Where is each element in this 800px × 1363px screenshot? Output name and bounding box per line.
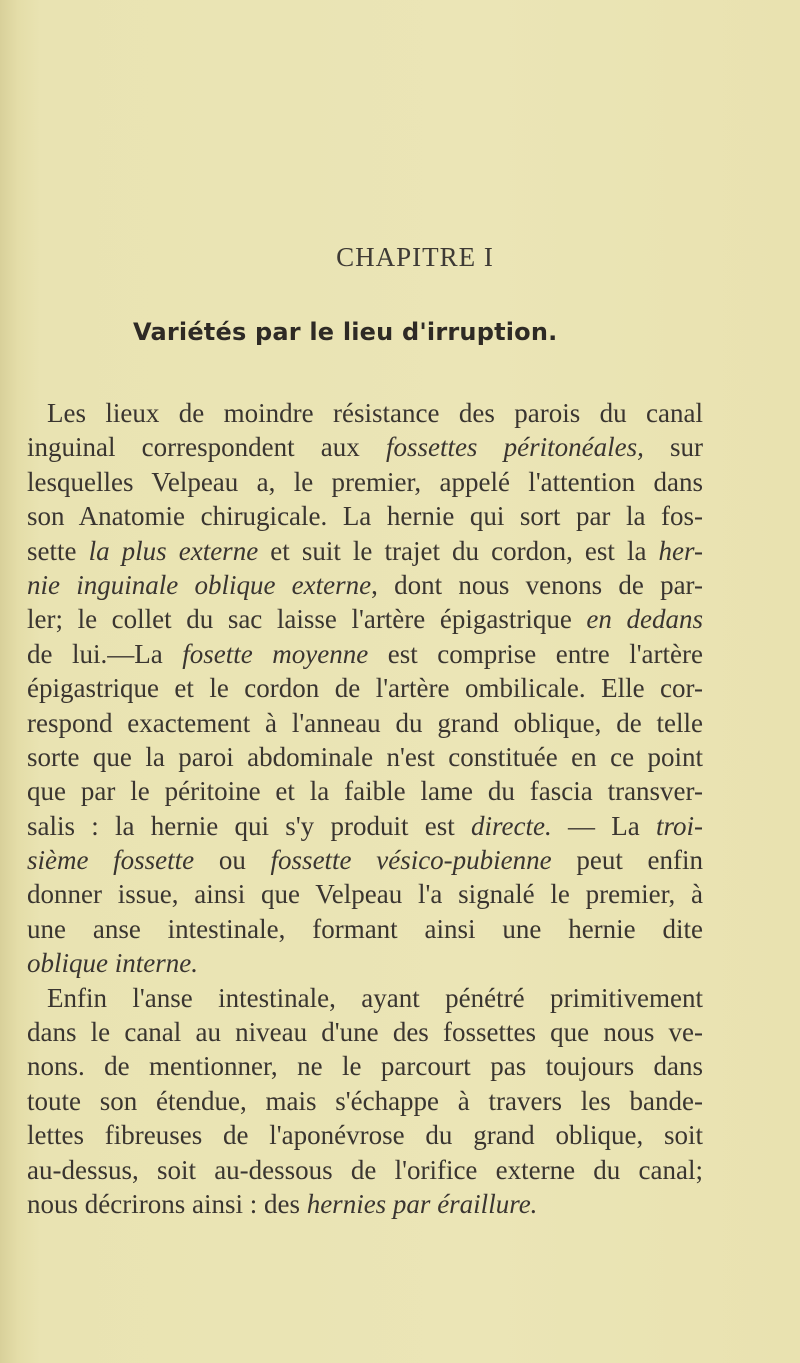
text-line	[27, 981, 703, 1015]
text-line	[27, 774, 703, 808]
text-segment: au-dessus, soit au-dessous de l'orifice externe du canal;	[27, 1154, 703, 1185]
text-segment: inguinal correspondent aux	[27, 432, 386, 463]
text-segment: que par le péritoine et la faible lame du fascia transver-	[27, 776, 703, 807]
text-line	[27, 465, 703, 499]
text-line	[27, 843, 703, 877]
italic-text: fossettes péritonéales,	[385, 432, 644, 463]
text-segment: son Anatomie chirugicale. La hernie qui sort par la fos-	[27, 501, 703, 532]
text-segment: sur	[643, 432, 703, 463]
text-segment: sette	[27, 535, 89, 566]
text-line	[27, 534, 703, 568]
italic-text: en dedans	[586, 604, 703, 635]
italic-text: directe.	[470, 810, 552, 841]
text-line	[27, 809, 703, 843]
text-segment: dans le canal au niveau d'une des fossettes que nous ve-	[27, 1017, 703, 1048]
text-line	[27, 499, 703, 533]
text-segment: lesquelles Velpeau a, le premier, appelé l'attention dans	[27, 466, 703, 497]
text-line	[27, 1084, 703, 1118]
text-segment: lettes fibreuses de l'aponévrose du grand oblique, soit	[27, 1120, 703, 1151]
text-line	[27, 568, 703, 602]
italic-text: her-	[658, 535, 703, 566]
text-segment: — La	[551, 810, 656, 841]
text-line	[27, 396, 703, 430]
italic-text: nie inguinale oblique externe	[27, 569, 372, 600]
text-line	[27, 637, 703, 671]
body-text	[27, 396, 703, 1221]
text-line	[27, 912, 703, 946]
text-segment: une anse intestinale, formant ainsi une hernie dite	[27, 913, 703, 944]
italic-text: oblique interne.	[27, 948, 198, 979]
text-line	[27, 740, 703, 774]
section-title: Variétés par le lieu d'irruption.	[133, 318, 558, 346]
italic-text: troi-	[656, 810, 703, 841]
text-line	[27, 602, 703, 636]
italic-text: fossette vésico-pubienne	[270, 845, 552, 876]
text-segment: Enfin l'anse intestinale, ayant pénétré primitivement	[47, 982, 703, 1013]
text-segment: ler; le collet du sac laisse l'artère épigastrique	[27, 604, 587, 635]
italic-text: hernies par éraillure.	[306, 1188, 538, 1219]
text-segment: épigastrique et le cordon de l'artère ombilicale. Elle cor-	[27, 673, 703, 704]
text-line	[27, 671, 703, 705]
text-segment: Les lieux de moindre résistance des parois du canal	[47, 398, 703, 428]
text-segment: nous décrirons ainsi : des	[27, 1188, 307, 1219]
text-line	[27, 1049, 703, 1083]
text-segment: respond exactement à l'anneau du grand oblique, de telle	[27, 707, 703, 738]
text-line	[27, 1118, 703, 1152]
italic-text: la plus externe	[88, 535, 259, 566]
text-line	[27, 877, 703, 911]
text-segment: salis : la hernie qui s'y produit est	[27, 810, 471, 841]
text-segment: toute son étendue, mais s'échappe à travers les bande-	[27, 1085, 703, 1116]
text-segment: nons. de mentionner, ne le parcourt pas toujours dans	[27, 1051, 703, 1082]
text-line	[27, 1187, 703, 1221]
chapter-heading: CHAPITRE I	[336, 242, 494, 272]
text-segment: sorte que la paroi abdominale n'est constituée en ce point	[27, 741, 703, 772]
text-segment: donner issue, ainsi que Velpeau l'a signalé le premier, à	[27, 879, 703, 910]
italic-text: sième fossette	[27, 845, 195, 876]
text-line	[27, 1015, 703, 1049]
text-segment: de lui.—La	[27, 638, 183, 669]
text-line	[27, 946, 703, 980]
text-line	[27, 706, 703, 740]
italic-text: fosette moyenne	[182, 638, 369, 669]
text-line	[27, 430, 703, 464]
text-segment: , dont nous venons de par-	[371, 569, 704, 600]
text-segment: est comprise entre l'artère	[368, 638, 703, 669]
text-line	[27, 1153, 703, 1187]
text-segment: peut enfin	[551, 845, 703, 876]
text-segment: et suit le trajet du cordon, est la	[258, 535, 659, 566]
text-segment: ou	[194, 845, 271, 876]
